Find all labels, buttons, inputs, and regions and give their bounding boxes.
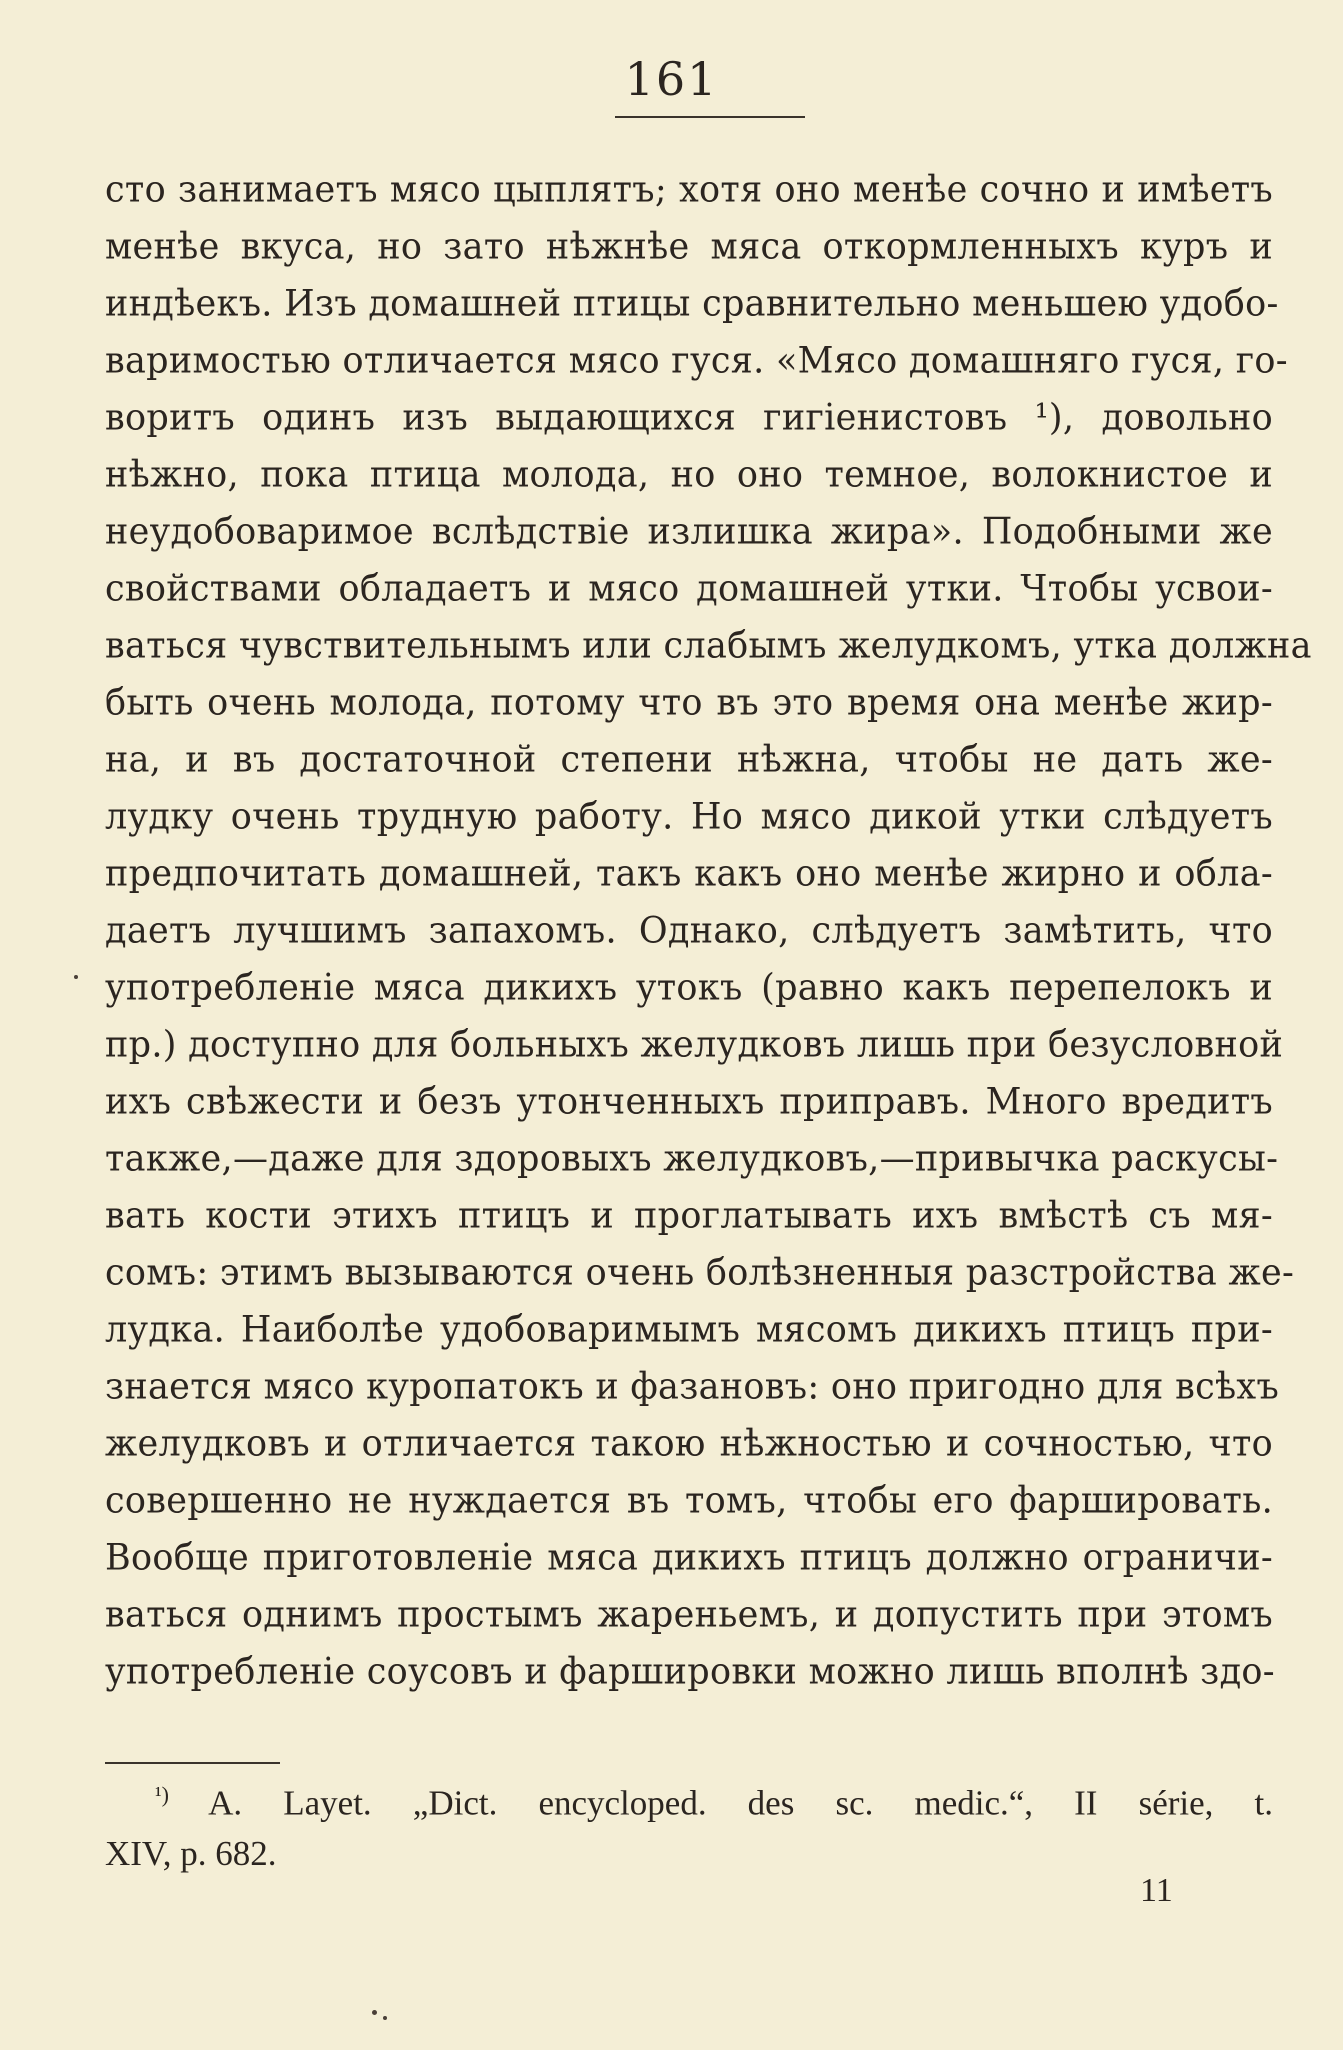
text-line: варимостью отличается мясо гуся. «Мясо домашняго гуся, го-	[105, 339, 1288, 382]
text-line: употребленіе мяса дикихъ утокъ (равно какъ перепелокъ и	[105, 966, 1273, 1009]
text-line: ихъ свѣжести и безъ утонченныхъ приправъ. Много вредитъ	[105, 1080, 1273, 1123]
footnote	[105, 1770, 1273, 1879]
header-rule	[615, 116, 805, 118]
text-line: ваться чувствительнымъ или слабымъ желудкомъ, утка должна	[105, 624, 1312, 667]
text-line: свойствами обладаетъ и мясо домашней утки. Чтобы усвои-	[105, 567, 1273, 610]
text-line: предпочитать домашней, такъ какъ оно менѣе жирно и обла-	[105, 852, 1273, 895]
ink-speck	[372, 2010, 377, 2015]
text-line: неудобоваримое вслѣдствіе излишка жира». Подобными же	[105, 510, 1273, 553]
text-line: индѣекъ. Изъ домашней птицы сравнительно меньшею удобо-	[105, 282, 1279, 325]
signature-mark: 11	[1140, 1872, 1173, 1909]
text-line: менѣе вкуса, но зато нѣжнѣе мяса откормленныхъ куръ и	[105, 225, 1273, 268]
text-line: воритъ одинъ изъ выдающихся гигіенистовъ ¹), довольно	[105, 396, 1273, 439]
footnote-line-1	[105, 1770, 1273, 1829]
text-line: лудка. Наиболѣе удобоваримымъ мясомъ дикихъ птицъ при-	[105, 1308, 1273, 1351]
page-number: 161	[624, 52, 719, 106]
text-line: сто занимаетъ мясо цыплятъ; хотя оно менѣе сочно и имѣетъ	[105, 168, 1273, 211]
footnote-marker: ¹)	[155, 1782, 169, 1807]
text-line: совершенно не нуждается въ томъ, чтобы его фаршировать.	[105, 1479, 1273, 1522]
text-line: также,—даже для здоровыхъ желудковъ,—привычка раскусы-	[105, 1137, 1279, 1180]
footnote-citation: A. Layet. „Dict. encycloped. des sc. medic.“, II série, t.	[208, 1783, 1273, 1823]
text-line: вать кости этихъ птицъ и проглатывать ихъ вмѣстѣ съ мя-	[105, 1194, 1273, 1237]
text-line: лудку очень трудную работу. Но мясо дикой утки слѣдуетъ	[105, 795, 1273, 838]
body-text	[105, 162, 1312, 1701]
text-line: сомъ: этимъ вызываются очень болѣзненныя разстройства же-	[105, 1251, 1295, 1294]
ink-speck	[74, 975, 78, 979]
text-line: знается мясо куропатокъ и фазановъ: оно пригодно для всѣхъ	[105, 1365, 1280, 1408]
text-line: нѣжно, пока птица молода, но оно темное, волокнистое и	[105, 453, 1273, 496]
footnote-rule	[105, 1762, 280, 1764]
text-line: употребленіе соусовъ и фаршировки можно лишь вполнѣ здо-	[105, 1650, 1275, 1693]
text-line: быть очень молода, потому что въ это время она менѣе жир-	[105, 681, 1273, 724]
text-line: даетъ лучшимъ запахомъ. Однако, слѣдуетъ замѣтить, что	[105, 909, 1273, 952]
text-line: Вообще приготовленіе мяса дикихъ птицъ должно ограничи-	[105, 1536, 1273, 1579]
text-line: ваться однимъ простымъ жареньемъ, и допустить при этомъ	[105, 1593, 1273, 1636]
text-line: желудковъ и отличается такою нѣжностью и сочностью, что	[105, 1422, 1273, 1465]
footnote-line-2: XIV, p. 682.	[105, 1833, 277, 1873]
ink-speck	[383, 2016, 387, 2020]
text-line: на, и въ достаточной степени нѣжна, чтобы не дать же-	[105, 738, 1273, 781]
text-line: пр.) доступно для больныхъ желудковъ лишь при безусловной	[105, 1023, 1284, 1066]
